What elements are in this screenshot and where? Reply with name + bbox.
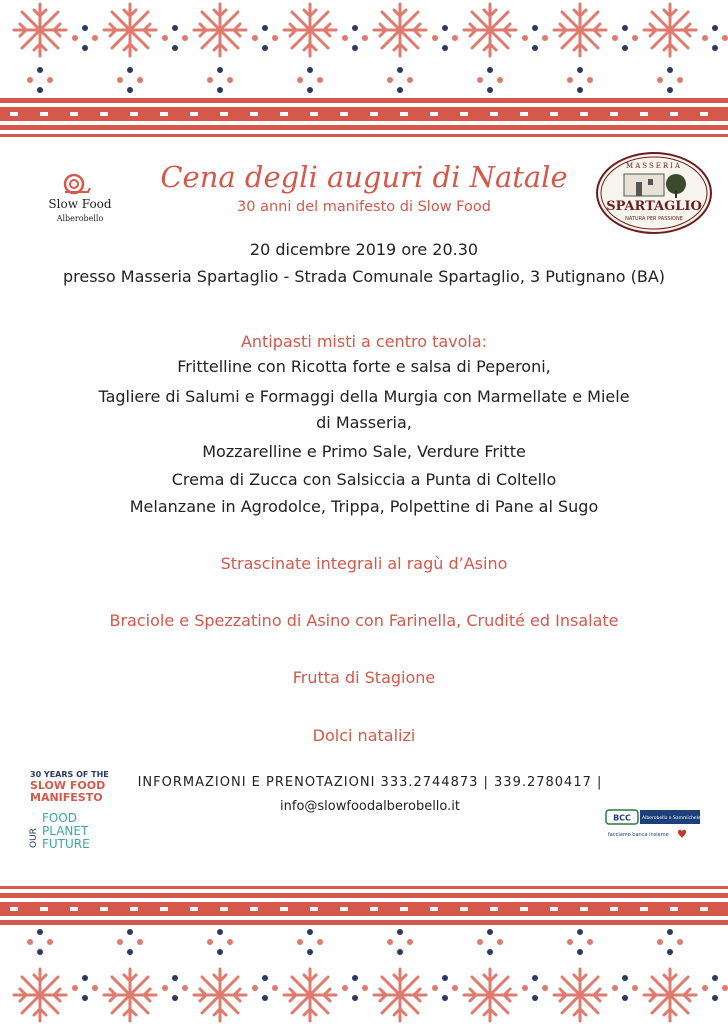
bottom-snowflake-pattern-band	[0, 880, 728, 1030]
antipasti-item: Melanzane in Agrodolce, Trippa, Polpettine di Pane al Sugo	[129, 497, 599, 516]
frutta-course: Frutta di Stagione	[292, 668, 436, 687]
event-title: Cena degli auguri di Natale	[160, 160, 568, 194]
heart-icon	[678, 830, 686, 838]
primo-course: Strascinate integrali al ragù d’Asino	[220, 554, 508, 573]
event-subtitle: 30 anni del manifesto di Slow Food	[237, 199, 491, 215]
slow-food-manifesto-logo	[28, 768, 110, 852]
manifesto-line2: SLOW FOOD	[30, 779, 106, 792]
manifesto-planet: PLANET	[42, 824, 89, 838]
manifesto-line1: 30 YEARS OF THE	[30, 770, 109, 779]
antipasti-item: Mozzarelline e Primo Sale, Verdure Fritte	[202, 442, 526, 461]
event-venue: presso Masseria Spartaglio - Strada Comunale Spartaglio, 3 Putignano (BA)	[62, 267, 666, 286]
bcc-tagline: facciamo banca insieme	[608, 832, 669, 838]
dolci-course: Dolci natalizi	[312, 726, 416, 745]
manifesto-our: OUR	[29, 828, 39, 848]
manifesto-future: FUTURE	[42, 837, 90, 851]
antipasti-item: Crema di Zucca con Salsiccia a Punta di Coltello	[171, 470, 557, 489]
top-snowflake-pattern-band	[0, 0, 728, 145]
secondo-course: Braciole e Spezzatino di Asino con Farinella, Crudité ed Insalate	[109, 611, 619, 630]
antipasti-heading: Antipasti misti a centro tavola:	[240, 332, 488, 351]
masseria-top-text: MASSERIA	[626, 162, 682, 170]
manifesto-food: FOOD	[42, 811, 78, 825]
bcc-brand: BCC	[613, 813, 631, 823]
manifesto-line3: MANIFESTO	[30, 791, 103, 804]
event-date: 20 dicembre 2019 ore 20.30	[249, 240, 479, 259]
masseria-tagline: NATURA PER PASSIONE	[625, 216, 683, 222]
contact-info: INFORMAZIONI E PRENOTAZIONI 333.2744873 | 339.2780417 |	[137, 775, 603, 790]
bcc-name: Alberobello e Sammichele di Bari	[642, 816, 717, 821]
contact-email-link[interactable]: info@slowfoodalberobello.it	[280, 799, 460, 814]
slowfood-name: Slow Food	[48, 197, 112, 211]
antipasti-item: di Masseria,	[316, 413, 412, 432]
bcc-bank-logo	[606, 808, 717, 840]
antipasti-item: Tagliere di Salumi e Formaggi della Murgia con Marmellate e Miele	[98, 387, 630, 406]
antipasti-item: Frittelline con Ricotta forte e salsa di Peperoni,	[177, 357, 551, 376]
masseria-name: SPARTAGLIO	[606, 199, 702, 214]
slowfood-sub: Alberobello	[56, 214, 104, 223]
